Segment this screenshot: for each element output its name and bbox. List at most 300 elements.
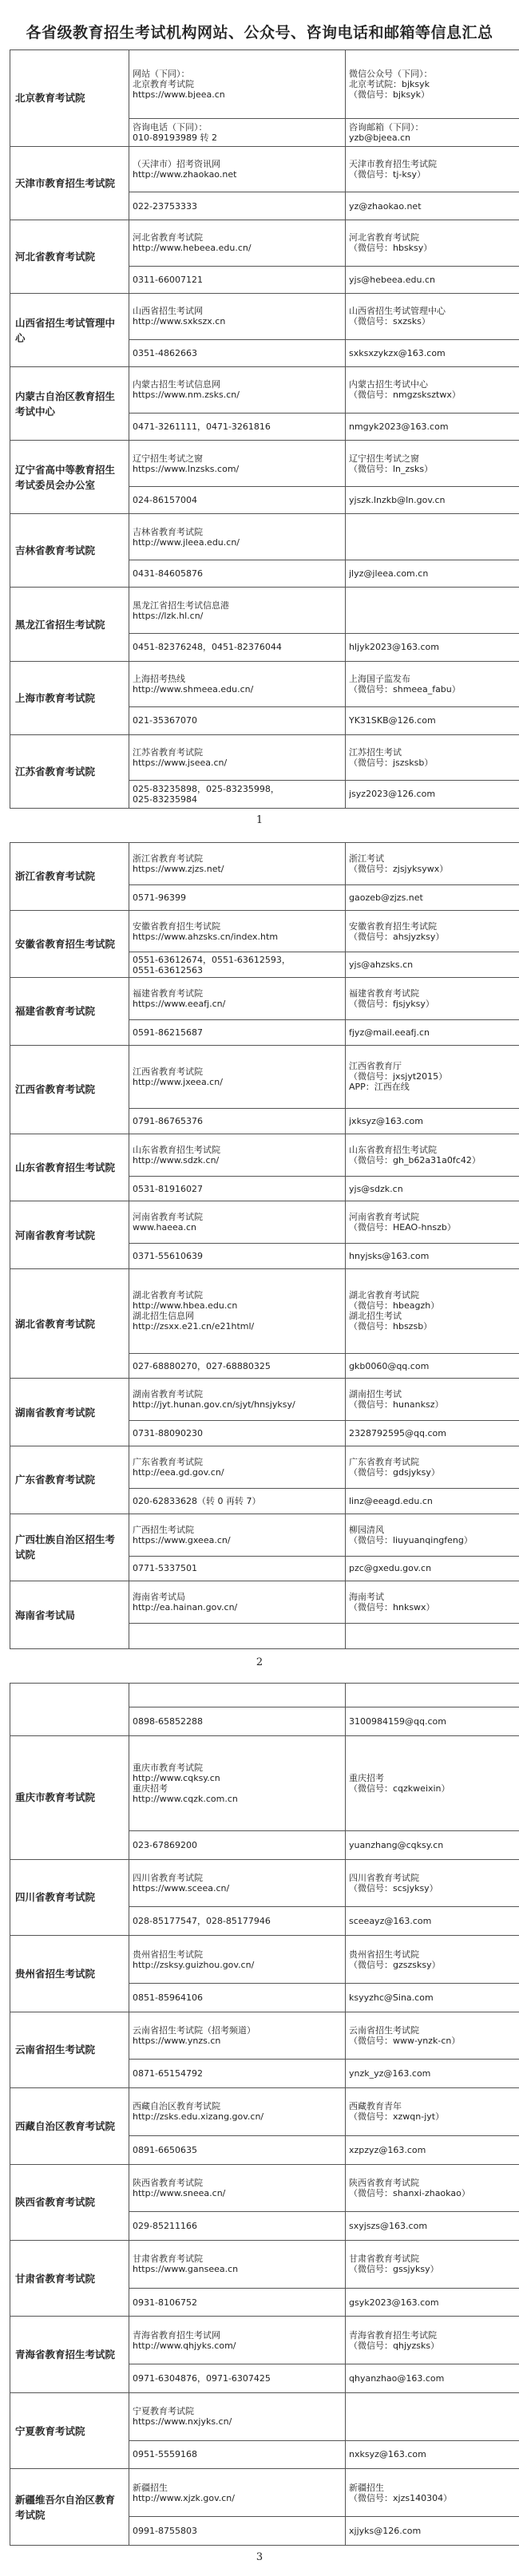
website-cell-line[interactable]: https://www.gxeea.cn/ xyxy=(133,1534,231,1545)
email-cell-line[interactable]: nmgyk2023@163.com xyxy=(349,421,449,432)
email-cell-line[interactable]: yz@zhaokao.net xyxy=(349,200,422,212)
email-cell-line[interactable]: gaozeb@zjzs.net xyxy=(349,892,423,903)
email-cell xyxy=(346,1556,519,1581)
website-cell xyxy=(129,1201,346,1244)
table-row xyxy=(10,2088,519,2136)
wechat-cell xyxy=(346,441,519,487)
website-cell-line[interactable]: 网站（下同）： xyxy=(133,69,190,80)
institution-name: 江苏省教育考试院 xyxy=(10,734,129,808)
website-cell xyxy=(129,50,346,119)
website-cell xyxy=(129,2012,346,2060)
wechat-cell xyxy=(346,1684,519,1707)
phone-cell-line: 0451-82376248，0451-82376044 xyxy=(133,642,282,653)
website-cell-line[interactable]: 新疆招生 xyxy=(133,2482,168,2493)
website-cell xyxy=(129,1735,346,1830)
website-cell-line[interactable]: 湖北招生信息网 xyxy=(133,1311,194,1322)
website-cell-line[interactable]: （天津市）招考资讯网 xyxy=(133,159,220,170)
email-cell-line[interactable]: sxksxzykzx@163.com xyxy=(349,347,446,358)
website-cell-line[interactable]: http://ea.hainan.gov.cn/ xyxy=(133,1602,238,1613)
wechat-cell xyxy=(346,146,519,192)
phone-cell xyxy=(129,2364,346,2393)
wechat-cell-line: （微信号：jszsksb） xyxy=(349,757,434,768)
email-cell-line[interactable]: ksyyzhc@Sina.com xyxy=(349,1992,434,2003)
institution-name: 新疆维吾尔自治区教育考试院 xyxy=(10,2469,129,2545)
email-cell-line[interactable]: YK31SKB@126.com xyxy=(349,715,436,726)
wechat-cell-line: 广东省教育考试院 xyxy=(349,1457,419,1467)
info-table xyxy=(10,842,519,1649)
phone-cell-line: 0951-5559168 xyxy=(133,2449,197,2460)
website-cell xyxy=(129,367,346,414)
website-cell-line[interactable]: http://www.jleea.edu.cn/ xyxy=(133,536,240,548)
phone-cell-line: 0851-85964106 xyxy=(133,1992,203,2003)
website-cell-line[interactable]: http://www.xjzk.gov.cn/ xyxy=(133,2492,235,2503)
institution-name: 天津市教育招生考试院 xyxy=(10,146,129,220)
website-cell xyxy=(129,910,346,952)
email-cell xyxy=(346,119,519,147)
website-cell-line[interactable]: 辽宁招生考试之窗 xyxy=(133,453,203,464)
email-cell-line[interactable]: yjszk.lnzkb@ln.gov.cn xyxy=(349,495,446,506)
website-cell-line[interactable]: http://www.hebeea.edu.cn/ xyxy=(133,243,252,254)
email-cell-line[interactable]: pzc@gxedu.gov.cn xyxy=(349,1563,432,1574)
phone-cell-line: 0771-5337501 xyxy=(133,1563,197,1574)
phone-cell xyxy=(129,2060,346,2088)
website-cell-line[interactable]: http://www.sxkszx.cn xyxy=(133,316,226,327)
institution-name: 河北省教育考试院 xyxy=(10,220,129,293)
website-cell-line[interactable]: http://www.cqksy.cn xyxy=(133,1772,220,1783)
page-number: 3 xyxy=(256,2551,263,2563)
email-cell-line[interactable]: nxksyz@163.com xyxy=(349,2449,426,2460)
table-row xyxy=(10,294,519,340)
phone-cell-line: 0551-63612674，0551-63612593， xyxy=(133,954,291,965)
wechat-cell-line: 贵州省招生考试院 xyxy=(349,1949,419,1960)
phone-cell xyxy=(129,339,346,367)
table-row xyxy=(10,1269,519,1354)
phone-cell xyxy=(129,119,346,147)
email-cell xyxy=(346,1488,519,1514)
wechat-cell-line: （微信号：HEAO-hnszb） xyxy=(349,1222,456,1233)
website-cell-line[interactable]: http://www.hbea.edu.cn xyxy=(133,1300,238,1312)
wechat-cell-line: 辽宁招生考试之窗 xyxy=(349,453,419,464)
website-cell-line[interactable]: http://eea.gd.gov.cn/ xyxy=(133,1467,224,1478)
email-cell xyxy=(346,486,519,514)
website-cell-line[interactable]: 江西省教育考试院 xyxy=(133,1066,203,1077)
wechat-cell-line: （微信号：hbszsb） xyxy=(349,1321,433,1332)
phone-cell xyxy=(129,1624,346,1649)
wechat-cell-line: （微信号：www-ynzk-cn） xyxy=(349,2035,461,2046)
institution-name: 重庆市教育考试院 xyxy=(10,1735,129,1859)
website-cell xyxy=(129,146,346,192)
website-cell xyxy=(129,1446,346,1489)
wechat-cell-line: 内蒙古招生考试中心 xyxy=(349,379,428,390)
website-cell-line[interactable]: 山西省招生考试网 xyxy=(133,306,203,317)
wechat-cell xyxy=(346,1936,519,1984)
wechat-cell xyxy=(346,367,519,414)
table-page-2 xyxy=(10,842,509,1649)
wechat-cell xyxy=(346,2469,519,2517)
website-cell xyxy=(129,1379,346,1421)
website-cell-line[interactable]: 西藏自治区教育考试院 xyxy=(133,2101,220,2112)
wechat-cell xyxy=(346,734,519,781)
table-row xyxy=(10,1581,519,1624)
table-row xyxy=(10,1735,519,1830)
phone-cell-line: 0791-86765376 xyxy=(133,1115,203,1126)
website-cell-line[interactable]: 安徽省教育招生考试院 xyxy=(133,920,220,932)
website-cell-line[interactable]: https://www.nm.zsks.cn/ xyxy=(133,390,240,401)
phone-cell-line: 0371-55610639 xyxy=(133,1251,203,1262)
website-cell-line[interactable]: https://www.ynzs.cn xyxy=(133,2035,221,2046)
wechat-cell-line: 安徽省教育招生考试院 xyxy=(349,920,437,932)
website-cell-line[interactable]: https://www.ganseea.cn xyxy=(133,2264,239,2275)
phone-cell-line: 0991-8755803 xyxy=(133,2525,197,2536)
wechat-cell-line: 重庆招考 xyxy=(349,1772,384,1783)
email-cell xyxy=(346,2060,519,2088)
page-number: 1 xyxy=(256,814,263,826)
email-cell-line[interactable]: xzpzyz@163.com xyxy=(349,2144,426,2155)
website-cell-line[interactable]: http://www.cqzk.com.cn xyxy=(133,1793,238,1804)
wechat-cell xyxy=(346,978,519,1020)
website-cell-line[interactable]: http://zsxx.e21.cn/e21html/ xyxy=(133,1321,255,1332)
institution-name: 北京教育考试院 xyxy=(10,50,129,147)
email-cell-line[interactable]: sxyjszs@163.com xyxy=(349,2221,428,2232)
email-cell xyxy=(346,266,519,294)
wechat-cell-line: 山东省教育招生考试院 xyxy=(349,1144,437,1155)
website-cell xyxy=(129,1134,346,1176)
phone-cell-line: 0591-86215687 xyxy=(133,1027,203,1038)
wechat-cell-line: 云南省招生考试院 xyxy=(349,2024,419,2036)
website-cell xyxy=(129,1045,346,1108)
wechat-cell-line: 陕西省教育考试院 xyxy=(349,2177,419,2188)
website-cell-line[interactable]: 湖北省教育考试院 xyxy=(133,1290,203,1301)
table-row xyxy=(10,2469,519,2517)
website-cell xyxy=(129,843,346,885)
email-cell-line[interactable]: 2328792595@qq.com xyxy=(349,1428,446,1439)
wechat-cell xyxy=(346,514,519,560)
wechat-cell-line: 山西省招生考试管理中心 xyxy=(349,306,446,317)
wechat-cell xyxy=(346,1859,519,1907)
table-row xyxy=(10,514,519,560)
website-cell xyxy=(129,441,346,487)
email-cell-line[interactable]: gkb0060@qq.com xyxy=(349,1360,430,1371)
wechat-cell-line: （微信号：cqzkweixin） xyxy=(349,1783,450,1794)
phone-cell xyxy=(129,560,346,588)
email-cell-line[interactable]: xjjyks@126.com xyxy=(349,2525,422,2536)
email-cell xyxy=(346,2135,519,2164)
email-cell-line[interactable]: yzb@bjeea.cn xyxy=(349,133,411,144)
wechat-cell-line: （微信号：xzwqn-jyt） xyxy=(349,2111,445,2123)
wechat-cell-line: （微信号：hbsksy） xyxy=(349,243,433,254)
wechat-cell-line: 北京考试院：bjksyk xyxy=(349,79,430,90)
phone-cell-line: 023-67869200 xyxy=(133,1839,197,1850)
institution-name: 黑龙江省招生考试院 xyxy=(10,588,129,661)
website-cell-line[interactable]: 广西招生考试院 xyxy=(133,1524,194,1535)
wechat-cell-line: （微信号：shanxi-zhaokao） xyxy=(349,2187,470,2198)
website-cell-line[interactable]: www.haeea.cn xyxy=(133,1222,196,1233)
phone-cell-line: 025-83235898，025-83235998， xyxy=(133,783,279,794)
institution-name: 四川省教育考试院 xyxy=(10,1859,129,1935)
website-cell-line[interactable]: https://www.eeafj.cn/ xyxy=(133,999,226,1010)
phone-cell xyxy=(129,1020,346,1046)
table-row xyxy=(10,1446,519,1489)
table-row xyxy=(10,1859,519,1907)
phone-cell-line: 027-68880270，027-68880325 xyxy=(133,1360,271,1371)
wechat-cell-line: 浙江考试 xyxy=(349,853,384,864)
website-cell-line[interactable]: https://www.jseea.cn/ xyxy=(133,757,228,768)
wechat-cell-line: （微信号：hnkswx） xyxy=(349,1602,435,1613)
table-row xyxy=(10,2392,519,2440)
website-cell-line[interactable]: 江苏省教育考试院 xyxy=(133,746,203,758)
phone-cell xyxy=(129,1556,346,1581)
email-cell-line[interactable]: qhyanzhao@163.com xyxy=(349,2373,445,2384)
wechat-cell xyxy=(346,588,519,634)
email-cell-line[interactable]: linz@eeagd.edu.cn xyxy=(349,1495,433,1506)
phone-cell xyxy=(129,634,346,662)
institution-name: 山西省招生考试管理中心 xyxy=(10,294,129,367)
website-cell-line[interactable]: 北京教育考试院 xyxy=(133,79,194,90)
phone-cell xyxy=(129,1707,346,1735)
phone-cell-line: 0971-6304876，0971-6307425 xyxy=(133,2373,271,2384)
institution-name: 江西省教育考试院 xyxy=(10,1045,129,1134)
info-table xyxy=(10,1683,519,2546)
email-cell xyxy=(346,1244,519,1269)
wechat-cell xyxy=(346,50,519,119)
website-cell-line[interactable]: 重庆市教育考试院 xyxy=(133,1762,203,1773)
wechat-cell xyxy=(346,2317,519,2364)
wechat-cell-line: 江苏招生考试 xyxy=(349,746,402,758)
wechat-cell xyxy=(346,1446,519,1489)
wechat-cell-line: （微信号：gdsjyksy） xyxy=(349,1467,440,1478)
email-cell-line[interactable]: hljyk2023@163.com xyxy=(349,642,439,653)
email-cell xyxy=(346,1907,519,1936)
email-cell xyxy=(346,1624,519,1649)
phone-cell-line: 0431-84605876 xyxy=(133,568,203,580)
phone-cell-line: 020-62833628（转 0 再转 7） xyxy=(133,1495,261,1506)
wechat-cell-line: 西藏教育青年 xyxy=(349,2101,402,2112)
website-cell-line[interactable]: 陕西省教育考试院 xyxy=(133,2177,203,2188)
website-cell-line[interactable]: http://jyt.hunan.gov.cn/sjyt/hnsjyksy/ xyxy=(133,1399,295,1411)
institution-name: 陕西省教育考试院 xyxy=(10,2164,129,2240)
institution-name: 甘肃省教育考试院 xyxy=(10,2241,129,2317)
info-table xyxy=(10,49,519,809)
wechat-cell-line: （微信号：fjsjyksy） xyxy=(349,999,434,1010)
wechat-cell-line: 青海省教育招生考试院 xyxy=(349,2329,437,2341)
wechat-cell-line: （微信号：gzszsksy） xyxy=(349,1959,441,1970)
wechat-cell-line: （微信号：ln_zsks） xyxy=(349,463,434,474)
website-cell-line[interactable]: https://www.zjzs.net/ xyxy=(133,863,224,874)
email-cell-line[interactable]: fjyz@mail.eeafj.cn xyxy=(349,1027,430,1038)
wechat-cell-line: （微信号：gssjyksy） xyxy=(349,2264,439,2275)
wechat-cell xyxy=(346,2241,519,2289)
email-cell-line[interactable]: yuanzhang@cqksy.cn xyxy=(349,1839,444,1850)
website-cell xyxy=(129,2317,346,2364)
email-cell-line[interactable]: yjs@sdzk.cn xyxy=(349,1183,403,1194)
phone-cell-line: 0471-3261111，0471-3261816 xyxy=(133,421,271,432)
website-cell-line[interactable]: http://www.shmeea.edu.cn/ xyxy=(133,683,254,694)
phone-cell xyxy=(129,486,346,514)
website-cell-line[interactable]: 吉林省教育考试院 xyxy=(133,526,203,537)
email-cell xyxy=(346,884,519,910)
wechat-cell-line: 上海国子监发布 xyxy=(349,673,410,684)
website-cell xyxy=(129,2164,346,2212)
wechat-cell-line: （微信号：gh_b62a31a0fc42） xyxy=(349,1154,481,1165)
website-cell-line[interactable]: https://www.ahzsks.cn/index.htm xyxy=(133,931,279,942)
website-cell xyxy=(129,978,346,1020)
website-cell-line[interactable]: 青海省教育招生考试网 xyxy=(133,2329,220,2341)
website-cell-line[interactable]: 黑龙江省招生考试信息港 xyxy=(133,599,229,611)
wechat-cell-line: 海南考试 xyxy=(349,1592,384,1603)
wechat-cell-line: （微信号：xjzs140304） xyxy=(349,2492,453,2503)
table-row xyxy=(10,441,519,487)
website-cell-line[interactable]: 重庆招考 xyxy=(133,1783,168,1794)
email-cell xyxy=(346,560,519,588)
phone-cell-line: 0311-66007121 xyxy=(133,274,203,285)
website-cell-line[interactable]: https://www.lnzsks.com/ xyxy=(133,463,240,474)
website-cell xyxy=(129,1514,346,1556)
institution-name: 贵州省招生考试院 xyxy=(10,1936,129,2012)
email-cell-line[interactable]: 咨询邮箱（下同）： xyxy=(349,122,424,133)
document-title: 各省级教育招生考试机构网站、公众号、咨询电话和邮箱等信息汇总 xyxy=(26,24,493,42)
website-cell-line[interactable]: 河南省教育考试院 xyxy=(133,1212,203,1223)
email-cell xyxy=(346,707,519,735)
website-cell-line[interactable]: 福建省教育考试院 xyxy=(133,988,203,999)
website-cell xyxy=(129,661,346,707)
phone-cell-line: 0351-4862663 xyxy=(133,347,197,358)
email-cell-line[interactable]: jxksyz@163.com xyxy=(349,1115,423,1126)
website-cell-line[interactable]: 湖南省教育考试院 xyxy=(133,1389,203,1400)
wechat-cell-line: （微信号：tj-ksy） xyxy=(349,169,426,180)
website-cell-line[interactable]: http://www.jxeea.cn/ xyxy=(133,1076,223,1087)
website-cell-line[interactable]: 上海招考热线 xyxy=(133,673,185,684)
table-row xyxy=(10,1514,519,1556)
website-cell-line[interactable]: 浙江省教育考试院 xyxy=(133,853,203,864)
website-cell-line[interactable]: 贵州省招生考试院 xyxy=(133,1949,203,1960)
email-cell xyxy=(346,1353,519,1379)
table-row xyxy=(10,1201,519,1244)
wechat-cell-line: 湖北招生考试 xyxy=(349,1311,402,1322)
email-cell-line[interactable]: sceeayz@163.com xyxy=(349,1916,432,1927)
website-cell-line[interactable]: 甘肃省教育考试院 xyxy=(133,2254,203,2265)
website-cell xyxy=(129,2469,346,2517)
email-cell-line[interactable]: jsyz2023@126.com xyxy=(349,789,436,800)
phone-cell-line: 010-89193989 转 2 xyxy=(133,133,217,144)
wechat-cell-line: 湖北省教育考试院 xyxy=(349,1290,419,1301)
website-cell-line[interactable]: http://zsksy.guizhou.gov.cn/ xyxy=(133,1959,255,1970)
email-cell-line[interactable]: yjs@ahzsks.cn xyxy=(349,960,414,971)
website-cell xyxy=(129,2241,346,2289)
website-cell-line[interactable]: 河北省教育考试院 xyxy=(133,232,203,243)
email-cell xyxy=(346,2364,519,2393)
website-cell-line[interactable]: https://lzk.hl.cn/ xyxy=(133,610,204,621)
wechat-cell-line: （微信号：scsjyksy） xyxy=(349,1883,438,1894)
phone-cell xyxy=(129,707,346,735)
website-cell-line[interactable]: 云南省招生考试院（招考频道） xyxy=(133,2024,256,2036)
email-cell xyxy=(346,1176,519,1201)
website-cell-line[interactable]: http://www.qhjyks.com/ xyxy=(133,2340,236,2351)
table-row xyxy=(10,50,519,119)
phone-cell-line: 0931-8106752 xyxy=(133,2297,197,2308)
institution-name: 吉林省教育考试院 xyxy=(10,514,129,588)
phone-cell xyxy=(129,952,346,978)
wechat-cell-line: 柳园清风 xyxy=(349,1524,384,1535)
phone-cell xyxy=(129,413,346,441)
institution-name xyxy=(10,1684,129,1736)
institution-name: 云南省招生考试院 xyxy=(10,2012,129,2087)
website-cell-line[interactable]: 山东省教育招生考试院 xyxy=(133,1144,220,1155)
institution-name: 湖北省教育考试院 xyxy=(10,1269,129,1379)
website-cell-line[interactable]: http://www.sdzk.cn/ xyxy=(133,1154,220,1165)
phone-cell-line: 0571-96399 xyxy=(133,892,186,903)
email-cell-line[interactable]: ynzk_yz@163.com xyxy=(349,2068,431,2079)
phone-cell xyxy=(129,1421,346,1446)
phone-cell xyxy=(129,2212,346,2241)
wechat-cell xyxy=(346,294,519,340)
wechat-cell xyxy=(346,2392,519,2440)
institution-name: 山东省教育招生考试院 xyxy=(10,1134,129,1201)
email-cell xyxy=(346,192,519,220)
website-cell-line[interactable]: https://www.nxjyks.cn/ xyxy=(133,2416,232,2428)
website-cell-line[interactable]: 广东省教育考试院 xyxy=(133,1457,203,1467)
table-row xyxy=(10,734,519,781)
website-cell-line[interactable]: http://www.zhaokao.net xyxy=(133,169,237,180)
phone-cell xyxy=(129,1488,346,1514)
website-cell-line[interactable]: 海南省考试局 xyxy=(133,1592,185,1603)
website-cell-line[interactable]: 四川省教育考试院 xyxy=(133,1873,203,1884)
wechat-cell xyxy=(346,1379,519,1421)
email-cell xyxy=(346,1707,519,1735)
email-cell-line[interactable]: gsyk2023@163.com xyxy=(349,2297,439,2308)
table-row xyxy=(10,910,519,952)
email-cell xyxy=(346,2517,519,2546)
wechat-cell-line: （微信号：jxsjyt2015） xyxy=(349,1071,448,1082)
phone-cell-line: 028-85177547，028-85177946 xyxy=(133,1916,271,1927)
wechat-cell-line: （微信号：ahsjyzksy） xyxy=(349,931,445,942)
website-cell xyxy=(129,1859,346,1907)
email-cell-line[interactable]: yjs@hebeea.edu.cn xyxy=(349,274,436,285)
wechat-cell xyxy=(346,843,519,885)
wechat-cell-line: 江西省教育厅 xyxy=(349,1061,402,1072)
wechat-cell-line: （微信号：zjsjyksywx） xyxy=(349,863,449,874)
institution-name: 辽宁省高中等教育招生考试委员会办公室 xyxy=(10,441,129,514)
email-cell xyxy=(346,781,519,809)
website-cell-line[interactable]: 内蒙古招生考试信息网 xyxy=(133,379,220,390)
wechat-cell-line: APP：江西在线 xyxy=(349,1082,410,1093)
institution-name: 青海省教育招生考试院 xyxy=(10,2317,129,2392)
website-cell-line[interactable]: 宁夏教育考试院 xyxy=(133,2406,194,2417)
email-cell-line[interactable]: 3100984159@qq.com xyxy=(349,1715,446,1727)
website-cell xyxy=(129,1936,346,1984)
table-row xyxy=(10,1936,519,1984)
phone-cell-line: 029-85211166 xyxy=(133,2221,197,2232)
wechat-cell-line: （微信号：qhjyzsks） xyxy=(349,2340,440,2351)
website-cell-line[interactable]: https://www.sceea.cn/ xyxy=(133,1883,230,1894)
email-cell-line[interactable]: jlyz@jleea.com.cn xyxy=(349,568,429,580)
wechat-cell-line: 新疆招生 xyxy=(349,2482,384,2493)
institution-name: 福建省教育考试院 xyxy=(10,978,129,1046)
table-row xyxy=(10,146,519,192)
website-cell xyxy=(129,734,346,781)
website-cell-line[interactable]: https://www.bjeea.cn xyxy=(133,89,225,101)
institution-name: 河南省教育考试院 xyxy=(10,1201,129,1269)
email-cell-line[interactable]: hnyjsks@163.com xyxy=(349,1251,430,1262)
website-cell-line[interactable]: http://www.sneea.cn/ xyxy=(133,2187,226,2198)
website-cell-line[interactable]: http://zsks.edu.xizang.gov.cn/ xyxy=(133,2111,264,2123)
wechat-cell xyxy=(346,1269,519,1354)
phone-cell xyxy=(129,1353,346,1379)
wechat-cell xyxy=(346,1735,519,1830)
email-cell xyxy=(346,1020,519,1046)
email-cell xyxy=(346,413,519,441)
institution-name: 广西壮族自治区招生考试院 xyxy=(10,1514,129,1581)
table-row xyxy=(10,220,519,266)
